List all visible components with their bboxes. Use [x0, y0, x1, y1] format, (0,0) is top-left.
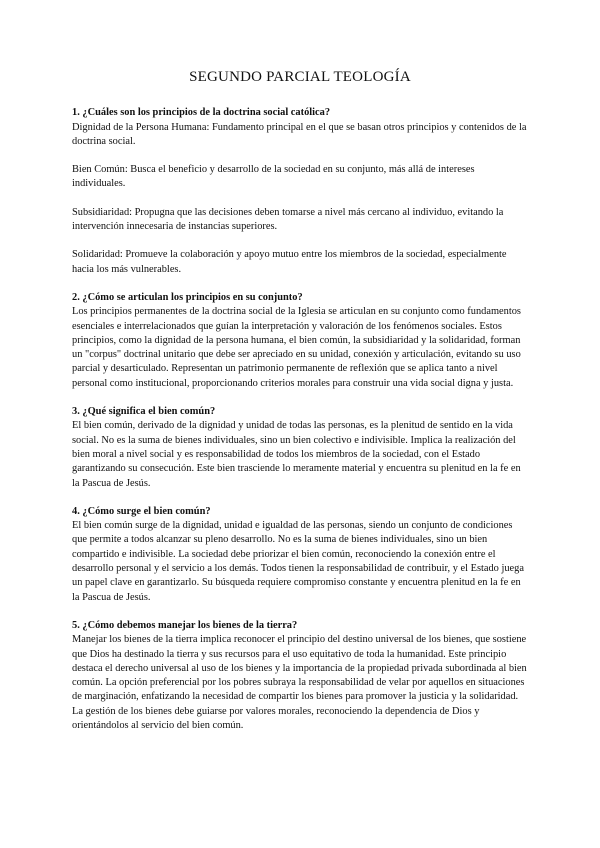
- section-2: [72, 291, 528, 391]
- question-heading: 3. ¿Qué significa el bien común?: [72, 406, 216, 418]
- paragraph: Solidaridad: Promueve la colaboración y apoyo mutuo entre los miembros de la sociedad, especialmente hacia los más vulnerables.: [72, 249, 507, 275]
- question-heading: 1. ¿Cuáles son los principios de la doctrina social católica?: [72, 107, 331, 119]
- paragraph: Los principios permanentes de la doctrina social de la Iglesia se articulan en su conjunto como fundamentos esenciales e interrelacionados que guían la interpretación y valoración de los fenómenos sociales. Estos principios, como la dignidad de la persona humana, el bien común, la subsidiaridad y la solidaridad, forman un "corpus" doctrinal unitario que debe ser apreciado en su unidad, conexión y articulación, evitando su uso parcial y desarticulado. Representan un patrimonio permanente de reflexión que se aplica tanto a nivel personal como institucional, proporcionando criterios morales para construir una vida social digna y justa.: [72, 306, 521, 389]
- paragraph: Bien Común: Busca el beneficio y desarrollo de la sociedad en su conjunto, más allá de intereses individuales.: [72, 164, 475, 190]
- paragraph: Manejar los bienes de la tierra implica reconocer el principio del destino universal de los bienes, que sostiene que Dios ha destinado la tierra y sus recursos para el uso equitativo de toda la humanidad. Este principio destaca el derecho universal al uso de los bienes y la importancia de la propiedad privada subordinada al bien común. La opción preferencial por los pobres subraya la responsabilidad de velar por aquellos en situaciones de marginación, enfatizando la necesidad de compartir los bienes para promover la justicia y la solidaridad. La gestión de los bienes debe guiarse por valores morales, reconociendo la dependencia de Dios y orientándolos al servicio del bien común.: [72, 634, 527, 731]
- paragraph: Subsidiaridad: Propugna que las decisiones deben tomarse a nivel más cercano al individuo, evitando la intervención innecesaria de instancias superiores.: [72, 206, 504, 233]
- section-4: [72, 505, 528, 605]
- document-title: SEGUNDO PARCIAL TEOLOGÍA: [189, 69, 411, 85]
- paragraph: El bien común, derivado de la dignidad y unidad de todas las personas, es la plenitud de sentido en la vida social. No es la suma de bienes individuales, sino un bien colectivo e indivisible. Implica la realización del bien moral a nivel social y es responsabilidad de todos los miembros de la sociedad, con el Estado garantizando su consecución. Este bien trasciende lo meramente material y encuentra su plenitud en la fe en la Pascua de Jesús.: [72, 420, 521, 489]
- section-1: [72, 106, 528, 277]
- paragraph: Dignidad de la Persona Humana: Fundamento principal en el que se basan otros principios y contenidos de la doctrina social.: [72, 121, 527, 147]
- section-3: [72, 405, 528, 491]
- question-heading: 4. ¿Cómo surge el bien común?: [72, 505, 211, 517]
- question-heading: 5. ¿Cómo debemos manejar los bienes de la tierra?: [72, 619, 298, 631]
- question-heading: 2. ¿Cómo se articulan los principios en su conjunto?: [72, 291, 303, 303]
- paragraph: El bien común surge de la dignidad, unidad e igualdad de las personas, siendo un conjunto de condiciones que permite a todos alcanzar su pleno desarrollo. No es la suma de bienes individuales, sino un bien compartido e indivisible. La sociedad debe priorizar el bien común, reconociendo la conexión entre el desarrollo personal y el servicio a los demás. Todos tienen la responsabilidad de contribuir, y el Estado juega un papel clave en garantizarlo. Su búsqueda requiere compromiso constante y encuentra plenitud en la fe en la Pascua de Jesús.: [72, 520, 524, 603]
- section-5: [72, 619, 528, 733]
